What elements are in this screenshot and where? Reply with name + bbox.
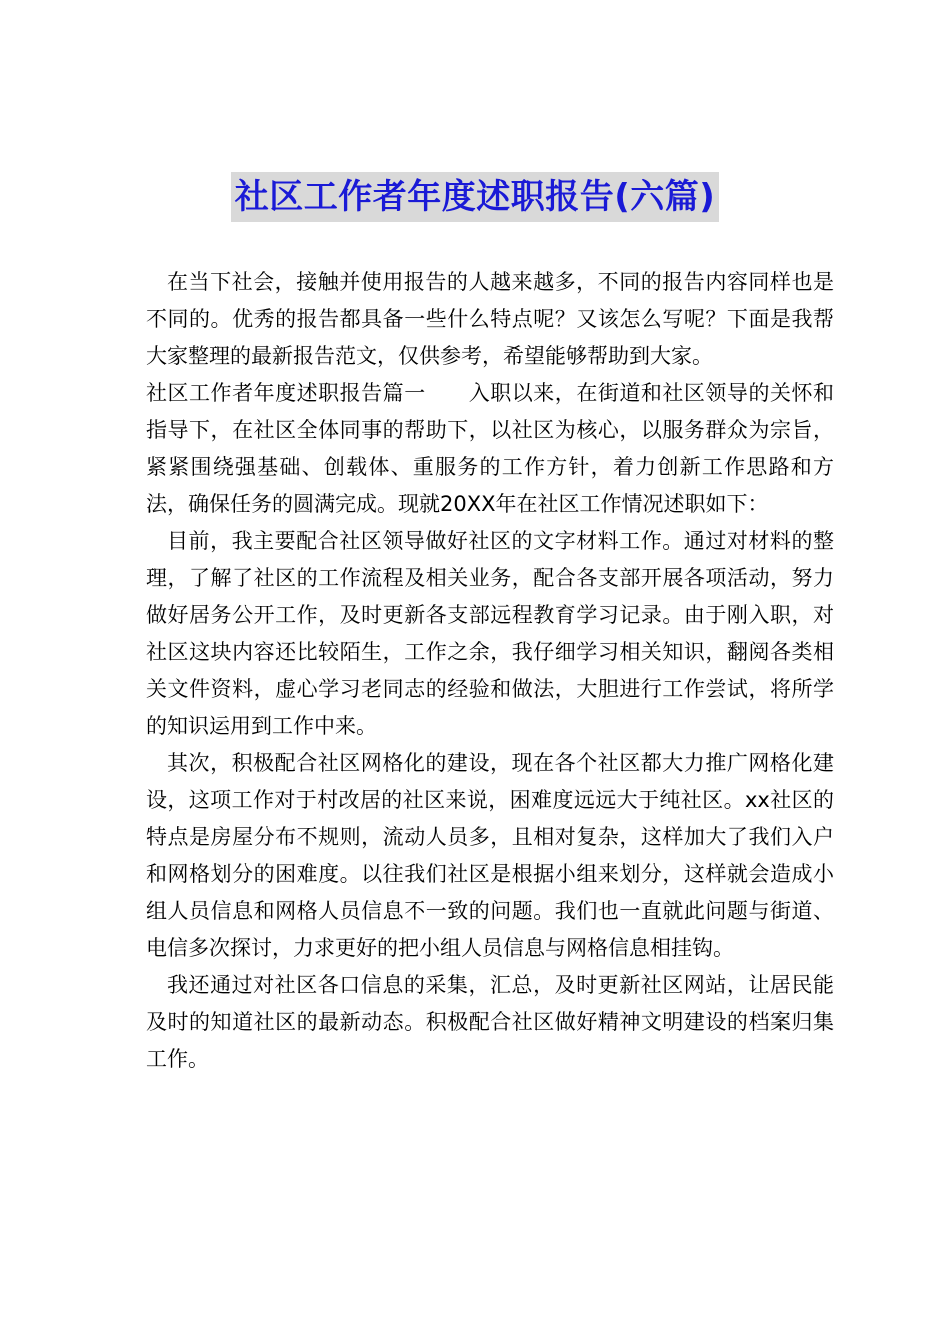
title-container (0, 172, 950, 222)
intro-paragraph: 在当下社会，接触并使用报告的人越来越多，不同的报告内容同样也是不同的。优秀的报告都具备一些什么特点呢？又该怎么写呢？下面是我帮大家整理的最新报告范文，仅供参考，希望能够帮助到大家。 (146, 270, 834, 368)
body-paragraph-current-work: 目前，我主要配合社区领导做好社区的文字材料工作。通过对材料的整理，了解了社区的工作流程及相关业务，配合各支部开展各项活动，努力做好居务公开工作，及时更新各支部远程教育学习记录。由于刚入职，对社区这块内容还比较陌生，工作之余，我仔细学习相关知识，翻阅各类相关文件资料，虚心学习老同志的经验和做法，大胆进行工作尝试，将所学的知识运用到工作中来。 (146, 529, 834, 738)
document-title: 社区工作者年度述职报告(六篇) (231, 172, 720, 222)
section-one-paragraph: 社区工作者年度述职报告篇一 入职以来，在街道和社区领导的关怀和指导下，在社区全体同事的帮助下，以社区为核心，以服务群众为宗旨，紧紧围绕强基础、创载体、重服务的工作方针，着力创新工作思路和方法，确保任务的圆满完成。现就20XX年在社区工作情况述职如下： (146, 381, 834, 516)
body-paragraph-information-collection: 我还通过对社区各口信息的采集，汇总，及时更新社区网站，让居民能及时的知道社区的最新动态。积极配合社区做好精神文明建设的档案归集工作。 (146, 973, 834, 1071)
document-body (146, 264, 834, 1078)
body-paragraph-grid-construction: 其次，积极配合社区网格化的建设，现在各个社区都大力推广网格化建设，这项工作对于村改居的社区来说，困难度远远大于纯社区。xx社区的特点是房屋分布不规则，流动人员多，且相对复杂，这样加大了我们入户和网格划分的困难度。以往我们社区是根据小组来划分，这样就会造成小组人员信息和网格人员信息不一致的问题。我们也一直就此问题与街道、电信多次探讨，力求更好的把小组人员信息与网格信息相挂钩。 (146, 751, 834, 960)
